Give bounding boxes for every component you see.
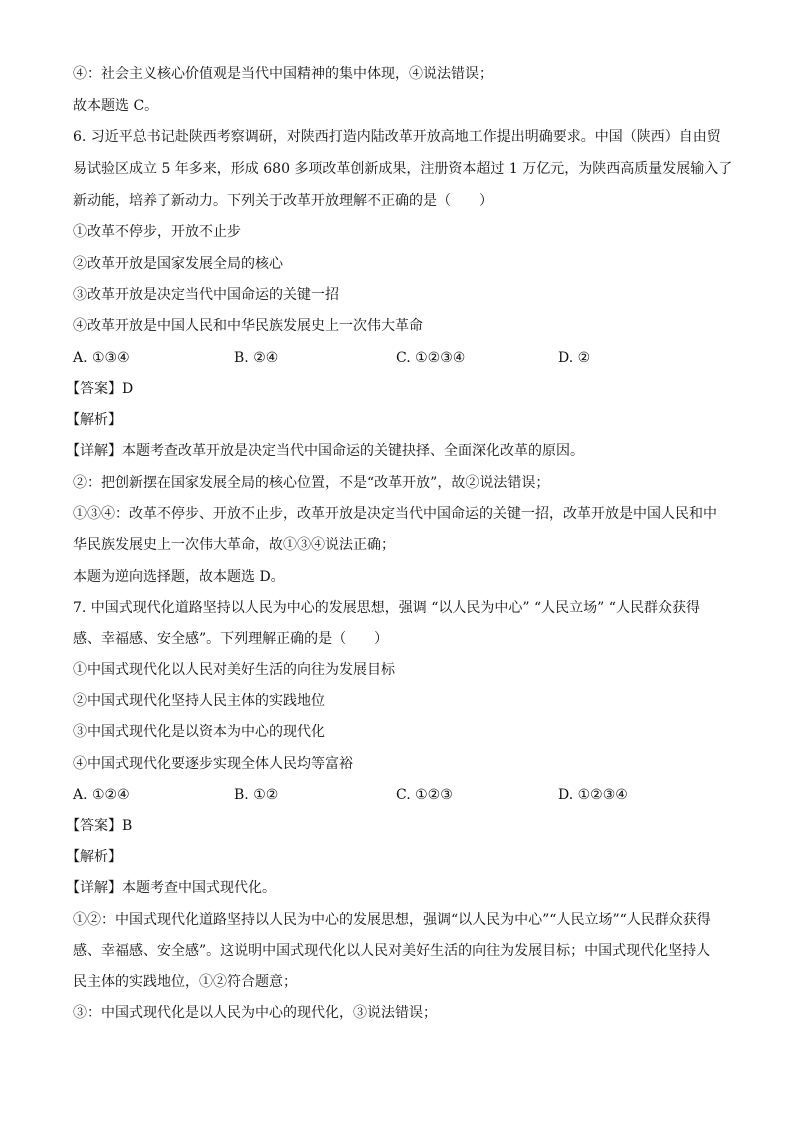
question-7-stem: 7. 中国式现代化道路坚持以人民为中心的发展思想，强调 “以人民为中心” “人民立场” “人民群众获得 [73, 600, 700, 616]
answer-label: 【答案】D [66, 381, 134, 397]
answer-label: 【答案】B [66, 818, 133, 834]
question-6-stem: 6. 习近平总书记赴陕西考察调研，对陕西打造内陆改革开放高地工作提出明确要求。中国（陕西）自由贸 [73, 129, 721, 145]
explanation-line: ①③④：改革不停步、开放不止步，改革开放是决定当代中国命运的关键一招，改革开放是中国人民和中 [73, 506, 717, 522]
explanation-line: 感、幸福感、安全感”。这说明中国式现代化以人民对美好生活的向往为发展目标；中国式现代化坚持人 [73, 943, 711, 959]
statement-3: ③改革开放是决定当代中国命运的关键一招 [73, 287, 339, 303]
statement-1: ①中国式现代化以人民对美好生活的向往为发展目标 [73, 662, 395, 678]
statement-2: ②中国式现代化坚持人民主体的实践地位 [73, 693, 325, 709]
explanation-line: ①②：中国式现代化道路坚持以人民为中心的发展思想，强调“以人民为中心”“人民立场”“人民群众获得 [73, 912, 711, 928]
explanation-line: 华民族发展史上一次伟大革命，故①③④说法正确； [73, 537, 395, 553]
option-d: D. ② [558, 350, 591, 366]
explanation-line: 【详解】本题考查中国式现代化。 [66, 880, 276, 896]
option-d: D. ①②③④ [558, 787, 628, 803]
explanation-line: 【详解】本题考查改革开放是决定当代中国命运的关键抉择、全面深化改革的原因。 [66, 443, 584, 459]
analysis-label: 【解析】 [66, 849, 122, 865]
option-b: B. ①② [234, 787, 279, 803]
statement-4: ④改革开放是中国人民和中华民族发展史上一次伟大革命 [73, 318, 423, 334]
explanation-line: 民主体的实践地位，①②符合题意； [73, 974, 297, 990]
statement-1: ①改革不停步，开放不止步 [73, 224, 241, 240]
option-c: C. ①②③④ [396, 350, 466, 366]
option-a: A. ①②④ [73, 787, 130, 803]
explanation-line: ②：把创新摆在国家发展全局的核心位置，不是“改革开放”，故②说法错误； [73, 475, 550, 491]
explanation-line: ③：中国式现代化是以人民为中心的现代化，③说法错误； [73, 1005, 437, 1021]
statement-4: ④中国式现代化要逐步实现全体人民均等富裕 [73, 756, 353, 772]
statement-2: ②改革开放是国家发展全局的核心 [73, 256, 283, 272]
option-c: C. ①②③ [396, 787, 453, 803]
option-a: A. ①③④ [73, 350, 130, 366]
question-6-stem: 易试验区成立 5 年多来，形成 680 多项改革创新成果，注册资本超过 1 万亿元，为陕西高质量发展输入了 [73, 161, 733, 177]
statement-3: ③中国式现代化是以资本为中心的现代化 [73, 724, 325, 740]
paragraph-line: 故本题选 C。 [73, 98, 159, 114]
question-6-stem: 新动能，培养了新动力。下列关于改革开放理解不正确的是（ ） [73, 193, 493, 209]
explanation-line: 本题为逆向选择题，故本题选 D。 [73, 569, 285, 585]
question-7-stem: 感、幸福感、安全感”。下列理解正确的是（ ） [73, 631, 389, 647]
option-b: B. ②④ [234, 350, 279, 366]
analysis-label: 【解析】 [66, 412, 122, 428]
paragraph-line: ④：社会主义核心价值观是当代中国精神的集中体现，④说法错误； [73, 66, 493, 82]
